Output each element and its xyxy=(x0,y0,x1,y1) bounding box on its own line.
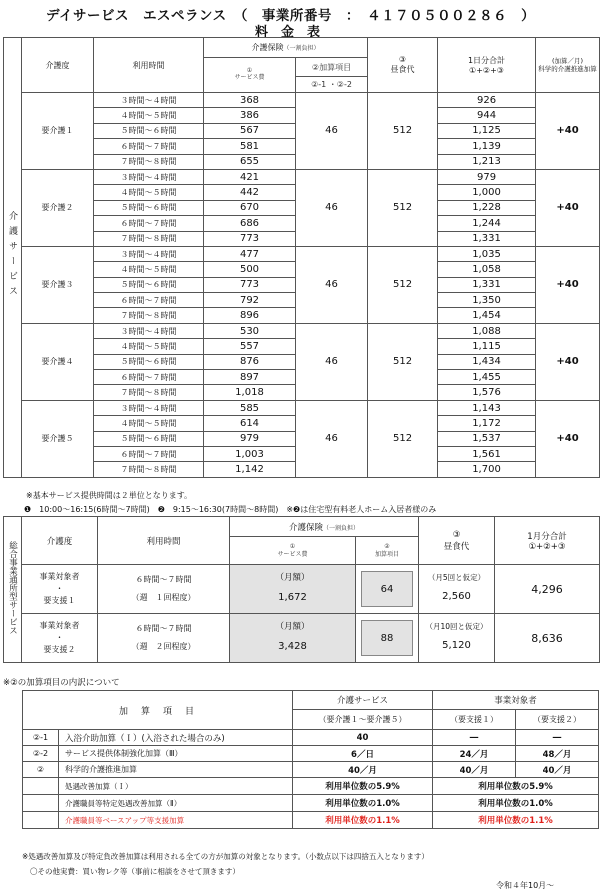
daily-total: 926 xyxy=(438,93,536,108)
t3-row xyxy=(23,730,599,746)
time-range: ４時間～５時間 xyxy=(94,108,204,123)
t3-pct-row xyxy=(23,795,599,812)
t3-name: 科学的介護推進加算 xyxy=(59,762,293,778)
t3-support1: ― xyxy=(433,730,516,746)
time-range: ７時間～８時間 xyxy=(94,462,204,477)
t3-care: 40 xyxy=(293,730,433,746)
service-fee: 876 xyxy=(204,354,296,369)
note-basic-units: ※基本サービス提供時間は２単位となります。 xyxy=(26,491,193,500)
t3-pct-biz: 利用単位数の1.1% xyxy=(433,812,599,829)
header-insurance: 介護保険（一割負担） xyxy=(204,38,368,58)
meal-fee: 512 xyxy=(368,246,438,323)
footer-note-expenses: 〇その他実費：買い物レク等（事前に相談をさせて頂きます） xyxy=(30,867,240,876)
care-service-fee-table xyxy=(3,37,600,478)
service-fee: 567 xyxy=(204,123,296,138)
meal-fee: 512 xyxy=(368,400,438,477)
time-range: ３時間～４時間 xyxy=(94,246,204,261)
t3-pct-care: 利用単位数の1.0% xyxy=(293,795,433,812)
support-service-fee-table xyxy=(3,516,600,663)
meal-fee: 512 xyxy=(368,93,438,170)
service-fee: 585 xyxy=(204,400,296,415)
daily-total: 1,058 xyxy=(438,262,536,277)
t3-row xyxy=(23,762,599,778)
t2-total: 8,636 xyxy=(495,614,600,663)
daily-total: 1,700 xyxy=(438,462,536,477)
header-addition: ②加算項目 xyxy=(296,58,368,77)
t3-support1: 40／月 xyxy=(433,762,516,778)
service-fee: 896 xyxy=(204,308,296,323)
t3-header-support2: （要支援２） xyxy=(516,710,599,730)
t3-pct-name: 介護職員等特定処遇改善加算（Ⅱ） xyxy=(59,795,293,812)
t2-header-service-fee: ① サービス費 xyxy=(230,537,356,565)
service-fee: 557 xyxy=(204,339,296,354)
t3-pct-care: 利用単位数の1.1% xyxy=(293,812,433,829)
service-fee: 1,018 xyxy=(204,385,296,400)
header-service-fee: ① サービス費 xyxy=(204,58,296,93)
time-range: ７時間～８時間 xyxy=(94,385,204,400)
fee-row xyxy=(4,400,600,415)
addition-breakdown-title: ※②の加算項目の内訳について xyxy=(3,678,120,688)
daily-total: 1,088 xyxy=(438,323,536,338)
header-addition-sub: ②-1 ・②-2 xyxy=(296,77,368,93)
addition-fee: 46 xyxy=(296,323,368,400)
fee-row xyxy=(4,93,600,108)
service-fee: 655 xyxy=(204,154,296,169)
care-service-side-label: 介護サービス xyxy=(4,38,22,478)
service-fee: 368 xyxy=(204,93,296,108)
t3-pct-biz: 利用単位数の1.0% xyxy=(433,795,599,812)
footer-date: 令和４年10月～ xyxy=(496,881,555,890)
daily-total: 1,172 xyxy=(438,416,536,431)
daily-total: 1,454 xyxy=(438,308,536,323)
page-title: デイサービス エスペランス （ 事業所番号 ： ４１７０５００２８６ ） xyxy=(46,8,536,24)
t3-pct-biz: 利用単位数の5.9% xyxy=(433,778,599,795)
t2-total: 4,296 xyxy=(495,565,600,614)
t3-header-biz: 事業対象者 xyxy=(433,691,599,710)
t3-mark: ②-2 xyxy=(23,746,59,762)
t3-pct-care: 利用単位数の5.9% xyxy=(293,778,433,795)
addition-fee: 46 xyxy=(296,169,368,246)
time-range: ５時間～６時間 xyxy=(94,123,204,138)
t3-header-care: 介護サービス xyxy=(293,691,433,710)
daily-total: 1,143 xyxy=(438,400,536,415)
t3-support1: 24／月 xyxy=(433,746,516,762)
service-fee: 792 xyxy=(204,293,296,308)
t3-support2: 40／月 xyxy=(516,762,599,778)
daily-total: 1,125 xyxy=(438,123,536,138)
service-fee: 421 xyxy=(204,169,296,184)
t3-support2: 48／月 xyxy=(516,746,599,762)
time-range: ３時間～４時間 xyxy=(94,93,204,108)
t2-addition: 88 xyxy=(356,614,419,663)
service-fee: 530 xyxy=(204,323,296,338)
header-meal: ③ 昼食代 xyxy=(368,38,438,93)
fee-row xyxy=(4,323,600,338)
time-range: ６時間～７時間 xyxy=(94,370,204,385)
header-time: 利用時間 xyxy=(94,38,204,93)
time-range: ３時間～４時間 xyxy=(94,400,204,415)
service-fee: 442 xyxy=(204,185,296,200)
t2-header-insurance: 介護保険（一割負担） xyxy=(230,517,419,537)
t3-mark: ②-1 xyxy=(23,730,59,746)
monthly-extra: +40 xyxy=(536,169,600,246)
addition-fee: 46 xyxy=(296,246,368,323)
time-range: ４時間～５時間 xyxy=(94,262,204,277)
daily-total: 1,244 xyxy=(438,216,536,231)
service-fee: 500 xyxy=(204,262,296,277)
time-range: ５時間～６時間 xyxy=(94,200,204,215)
service-fee: 773 xyxy=(204,231,296,246)
time-range: ５時間～６時間 xyxy=(94,354,204,369)
t3-pct-row xyxy=(23,812,599,829)
t2-service-fee: （月額） 1,672 xyxy=(230,565,356,614)
t3-pct-name: 処遇改善加算（Ｉ） xyxy=(59,778,293,795)
daily-total: 1,350 xyxy=(438,293,536,308)
note-service-hours: ❶ 10:00～16:15(6時間～7時間) ❷ 9:15～16:30(7時間～8時間) ※❷は住宅型有料老人ホーム入居者様のみ xyxy=(24,505,437,514)
header-level: 介護度 xyxy=(22,38,94,93)
time-range: ７時間～８時間 xyxy=(94,308,204,323)
daily-total: 1,228 xyxy=(438,200,536,215)
daily-total: 944 xyxy=(438,108,536,123)
meal-fee: 512 xyxy=(368,323,438,400)
t2-row-support2 xyxy=(4,614,600,663)
service-fee: 897 xyxy=(204,370,296,385)
fee-row xyxy=(4,246,600,261)
daily-total: 1,000 xyxy=(438,185,536,200)
service-fee: 773 xyxy=(204,277,296,292)
daily-total: 979 xyxy=(438,169,536,184)
daily-total: 1,434 xyxy=(438,354,536,369)
footer-note-improvement: ※処遇改善加算及び特定負改善加算は利用される全ての方が加算の対象となります。（小数点以下は四捨五入となります） xyxy=(22,852,429,861)
t3-name: 入浴介助加算（Ｉ）(入浴された場合のみ) xyxy=(59,730,293,746)
monthly-extra: +40 xyxy=(536,400,600,477)
daily-total: 1,537 xyxy=(438,431,536,446)
page-subtitle: 料 金 表 xyxy=(255,25,321,40)
service-fee: 386 xyxy=(204,108,296,123)
t3-name: サービス提供体制強化加算（Ⅲ） xyxy=(59,746,293,762)
t2-level: 事業対象者 ・ 要支援２ xyxy=(22,614,98,663)
time-range: ４時間～５時間 xyxy=(94,339,204,354)
service-fee: 477 xyxy=(204,246,296,261)
t3-header-support1: （要支援１） xyxy=(433,710,516,730)
time-range: ３時間～４時間 xyxy=(94,169,204,184)
t2-service-fee: （月額） 3,428 xyxy=(230,614,356,663)
service-fee: 581 xyxy=(204,139,296,154)
monthly-extra: +40 xyxy=(536,246,600,323)
t2-header-monthly-total: 1月分合計 ①+②+③ xyxy=(495,517,600,565)
t2-row-support1 xyxy=(4,565,600,614)
daily-total: 1,331 xyxy=(438,231,536,246)
t2-time: ６時間～７時間 （週 １回程度） xyxy=(98,565,230,614)
t3-support2: ― xyxy=(516,730,599,746)
t2-level: 事業対象者 ・ 要支援１ xyxy=(22,565,98,614)
daily-total: 1,576 xyxy=(438,385,536,400)
t2-header-meal: ③ 昼食代 xyxy=(419,517,495,565)
service-fee: 1,003 xyxy=(204,446,296,461)
time-range: ４時間～５時間 xyxy=(94,416,204,431)
meal-fee: 512 xyxy=(368,169,438,246)
time-range: ６時間～７時間 xyxy=(94,293,204,308)
service-fee: 670 xyxy=(204,200,296,215)
daily-total: 1,455 xyxy=(438,370,536,385)
addition-fee: 46 xyxy=(296,400,368,477)
t2-addition: 64 xyxy=(356,565,419,614)
t2-header-addition: ② 加算項目 xyxy=(356,537,419,565)
daily-total: 1,213 xyxy=(438,154,536,169)
t2-meal: （月5回と仮定） 2,560 xyxy=(419,565,495,614)
addition-breakdown-table xyxy=(22,690,599,829)
daily-total: 1,115 xyxy=(438,339,536,354)
t2-header-time: 利用時間 xyxy=(98,517,230,565)
t3-pct-name: 介護職員等ベースアップ等支援加算 xyxy=(59,812,293,829)
t3-care: 6／日 xyxy=(293,746,433,762)
daily-total: 1,331 xyxy=(438,277,536,292)
daily-total: 1,035 xyxy=(438,246,536,261)
service-fee: 686 xyxy=(204,216,296,231)
monthly-extra: +40 xyxy=(536,93,600,170)
t3-care: 40／月 xyxy=(293,762,433,778)
time-range: ５時間～６時間 xyxy=(94,431,204,446)
t3-pct-row xyxy=(23,778,599,795)
t3-row xyxy=(23,746,599,762)
time-range: ７時間～８時間 xyxy=(94,154,204,169)
time-range: ６時間～７時間 xyxy=(94,216,204,231)
t2-meal: （月10回と仮定） 5,120 xyxy=(419,614,495,663)
daily-total: 1,561 xyxy=(438,446,536,461)
care-level-label: 要介護２ xyxy=(22,169,94,246)
time-range: ６時間～７時間 xyxy=(94,139,204,154)
t3-header-item: 加 算 項 目 xyxy=(23,691,293,730)
t3-mark: ② xyxy=(23,762,59,778)
time-range: ７時間～８時間 xyxy=(94,231,204,246)
fee-row xyxy=(4,169,600,184)
time-range: ６時間～７時間 xyxy=(94,446,204,461)
monthly-extra: +40 xyxy=(536,323,600,400)
time-range: ５時間～６時間 xyxy=(94,277,204,292)
header-extra: (加算／月) 科学的介護推進加算 xyxy=(536,38,600,93)
t3-header-care-sub: （要介護１～要介護５） xyxy=(293,710,433,730)
t2-header-level: 介護度 xyxy=(22,517,98,565)
care-level-label: 要介護５ xyxy=(22,400,94,477)
care-level-label: 要介護３ xyxy=(22,246,94,323)
support-side-label: 総合事業通所型サービス xyxy=(4,517,22,663)
service-fee: 1,142 xyxy=(204,462,296,477)
service-fee: 614 xyxy=(204,416,296,431)
daily-total: 1,139 xyxy=(438,139,536,154)
time-range: ４時間～５時間 xyxy=(94,185,204,200)
time-range: ３時間～４時間 xyxy=(94,323,204,338)
addition-fee: 46 xyxy=(296,93,368,170)
service-fee: 979 xyxy=(204,431,296,446)
care-level-label: 要介護４ xyxy=(22,323,94,400)
care-level-label: 要介護１ xyxy=(22,93,94,170)
t2-time: ６時間～７時間 （週 ２回程度） xyxy=(98,614,230,663)
header-daily-total: 1日分合計 ①+②+③ xyxy=(438,38,536,93)
